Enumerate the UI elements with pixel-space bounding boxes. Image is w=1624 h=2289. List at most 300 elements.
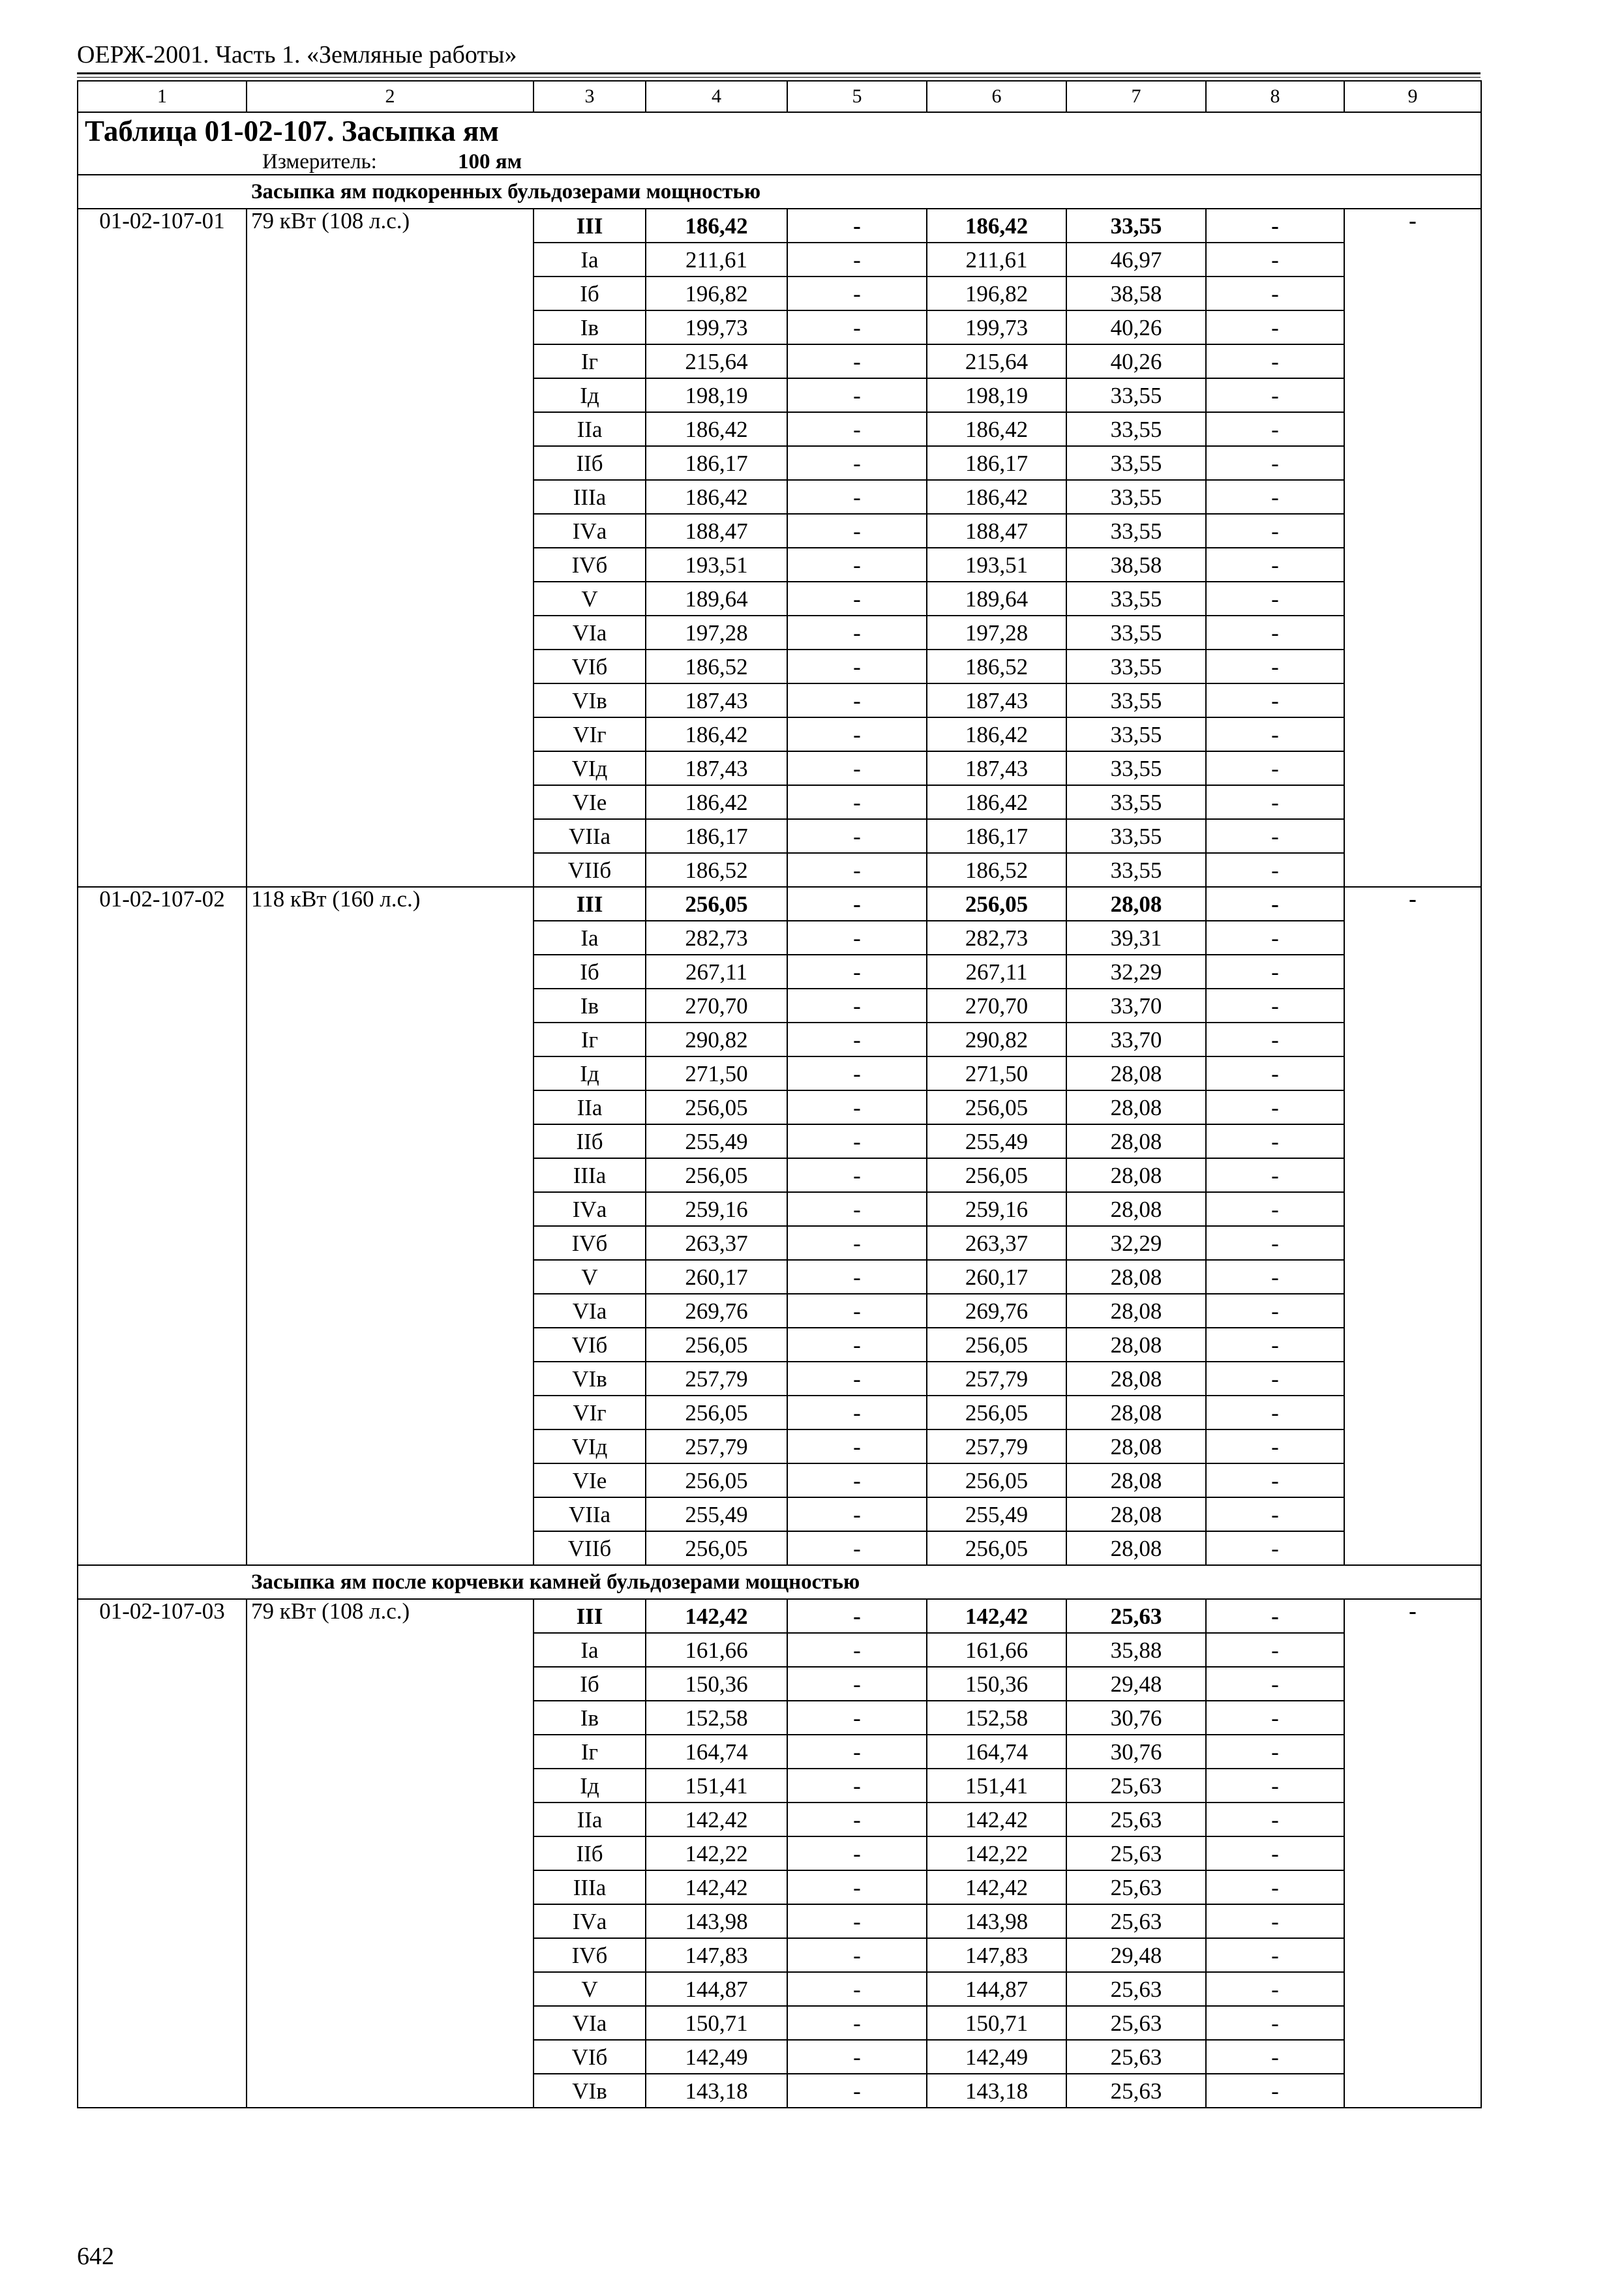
total-cost: 188,47 [646,514,787,548]
machinist-wage: 33,55 [1066,582,1206,616]
material-cost: - [1206,1735,1344,1769]
total-cost: 259,16 [646,1192,787,1226]
column-number: 5 [787,81,927,112]
machine-cost: 256,05 [927,1463,1066,1497]
total-cost: 270,70 [646,989,787,1023]
machine-cost: 147,83 [927,1938,1066,1972]
machinist-wage: 28,08 [1066,1497,1206,1531]
total-cost: 144,87 [646,1972,787,2006]
machine-cost: 290,82 [927,1023,1066,1056]
wage-cost: - [787,209,927,243]
machinist-wage: 25,63 [1066,2006,1206,2040]
machinist-wage: 33,55 [1066,514,1206,548]
total-cost: 142,22 [646,1836,787,1870]
material-cost: - [1206,1531,1344,1565]
wage-cost: - [787,1599,927,1633]
material-cost: - [1206,480,1344,514]
soil-group: Iг [534,1023,646,1056]
soil-group: VIд [534,1429,646,1463]
soil-group: V [534,1972,646,2006]
machinist-wage: 38,58 [1066,548,1206,582]
wage-cost: - [787,548,927,582]
machinist-wage: 33,55 [1066,785,1206,819]
total-cost: 142,49 [646,2040,787,2074]
soil-group: VIе [534,785,646,819]
material-cost: - [1206,1633,1344,1667]
total-cost: 164,74 [646,1735,787,1769]
wage-cost: - [787,1158,927,1192]
rate-description: 79 кВт (108 л.с.) [247,1599,534,2108]
machinist-wage: 25,63 [1066,1836,1206,1870]
material-cost: - [1206,616,1344,650]
machine-cost: 215,64 [927,344,1066,378]
total-cost: 263,37 [646,1226,787,1260]
soil-group: IIб [534,1836,646,1870]
soil-group: Iб [534,1667,646,1701]
wage-cost: - [787,1904,927,1938]
meter-label: Измеритель: [262,149,377,173]
machinist-wage: 33,55 [1066,683,1206,717]
machine-cost: 187,43 [927,683,1066,717]
machine-cost: 144,87 [927,1972,1066,2006]
total-cost: 211,61 [646,243,787,277]
material-cost: - [1206,1972,1344,2006]
wage-cost: - [787,1972,927,2006]
column-number: 3 [534,81,646,112]
machinist-wage: 33,55 [1066,616,1206,650]
soil-group: Iа [534,243,646,277]
wage-cost: - [787,2074,927,2108]
soil-group: VIв [534,2074,646,2108]
machinist-wage: 25,63 [1066,1972,1206,2006]
labor-cost: - [1344,1599,1481,2108]
material-cost: - [1206,1769,1344,1803]
material-cost: - [1206,1803,1344,1836]
soil-group: VIг [534,1396,646,1429]
machinist-wage: 30,76 [1066,1701,1206,1735]
machine-cost: 186,42 [927,209,1066,243]
wage-cost: - [787,2006,927,2040]
machinist-wage: 25,63 [1066,1904,1206,1938]
material-cost: - [1206,582,1344,616]
wage-cost: - [787,446,927,480]
total-cost: 186,52 [646,650,787,683]
total-cost: 197,28 [646,616,787,650]
machine-cost: 255,49 [927,1124,1066,1158]
material-cost: - [1206,1192,1344,1226]
material-cost: - [1206,548,1344,582]
machine-cost: 186,42 [927,717,1066,751]
machine-cost: 189,64 [927,582,1066,616]
machinist-wage: 28,08 [1066,1090,1206,1124]
wage-cost: - [787,514,927,548]
material-cost: - [1206,683,1344,717]
total-cost: 150,71 [646,2006,787,2040]
soil-group: Iг [534,344,646,378]
material-cost: - [1206,209,1344,243]
machinist-wage: 40,26 [1066,344,1206,378]
machine-cost: 257,79 [927,1362,1066,1396]
machine-cost: 199,73 [927,310,1066,344]
machine-cost: 187,43 [927,751,1066,785]
machinist-wage: 29,48 [1066,1667,1206,1701]
soil-group: IIа [534,1090,646,1124]
machinist-wage: 33,55 [1066,853,1206,887]
soil-group: IIа [534,412,646,446]
machinist-wage: 25,63 [1066,1599,1206,1633]
machinist-wage: 28,08 [1066,1056,1206,1090]
machine-cost: 257,79 [927,1429,1066,1463]
soil-group: VIIб [534,1531,646,1565]
material-cost: - [1206,243,1344,277]
rate-code: 01-02-107-01 [78,209,247,887]
wage-cost: - [787,1633,927,1667]
total-cost: 260,17 [646,1260,787,1294]
machine-cost: 186,17 [927,446,1066,480]
material-cost: - [1206,1090,1344,1124]
machine-cost: 186,42 [927,480,1066,514]
machinist-wage: 28,08 [1066,1294,1206,1328]
material-cost: - [1206,717,1344,751]
machine-cost: 142,42 [927,1803,1066,1836]
material-cost: - [1206,1701,1344,1735]
machine-cost: 259,16 [927,1192,1066,1226]
wage-cost: - [787,751,927,785]
soil-group: VIа [534,1294,646,1328]
total-cost: 186,42 [646,209,787,243]
material-cost: - [1206,1497,1344,1531]
material-cost: - [1206,1260,1344,1294]
total-cost: 269,76 [646,1294,787,1328]
machine-cost: 256,05 [927,1531,1066,1565]
machine-cost: 267,11 [927,955,1066,989]
machine-cost: 256,05 [927,1158,1066,1192]
wage-cost: - [787,1192,927,1226]
wage-cost: - [787,1531,927,1565]
table-row [78,1599,1481,1633]
material-cost: - [1206,853,1344,887]
wage-cost: - [787,1328,927,1362]
material-cost: - [1206,2006,1344,2040]
soil-group: Iб [534,277,646,310]
header-rule [77,72,1481,74]
material-cost: - [1206,785,1344,819]
soil-group: VIа [534,616,646,650]
machinist-wage: 32,29 [1066,1226,1206,1260]
machinist-wage: 28,08 [1066,1328,1206,1362]
wage-cost: - [787,378,927,412]
page-number: 642 [77,2243,114,2270]
machine-cost: 150,71 [927,2006,1066,2040]
machine-cost: 186,42 [927,412,1066,446]
wage-cost: - [787,1056,927,1090]
soil-group: Iа [534,921,646,955]
machine-cost: 142,22 [927,1836,1066,1870]
meter-value: 100 ям [458,149,522,173]
wage-cost: - [787,1294,927,1328]
total-cost: 143,18 [646,2074,787,2108]
wage-cost: - [787,1463,927,1497]
soil-group: Iв [534,989,646,1023]
soil-group: IVб [534,548,646,582]
machine-cost: 256,05 [927,1396,1066,1429]
section-title: Засыпка ям подкоренных бульдозерами мощностью [78,175,1481,209]
soil-group: IVб [534,1226,646,1260]
total-cost: 186,17 [646,446,787,480]
machinist-wage: 28,08 [1066,1192,1206,1226]
wage-cost: - [787,1396,927,1429]
wage-cost: - [787,717,927,751]
total-cost: 152,58 [646,1701,787,1735]
soil-group: IIб [534,446,646,480]
machinist-wage: 28,08 [1066,887,1206,921]
wage-cost: - [787,1701,927,1735]
total-cost: 255,49 [646,1124,787,1158]
soil-group: Iд [534,1769,646,1803]
soil-group: III [534,887,646,921]
column-number: 1 [78,81,247,112]
wage-cost: - [787,277,927,310]
material-cost: - [1206,921,1344,955]
machinist-wage: 28,08 [1066,1429,1206,1463]
machinist-wage: 29,48 [1066,1938,1206,1972]
machinist-wage: 33,55 [1066,819,1206,853]
soil-group: IIIа [534,1870,646,1904]
material-cost: - [1206,412,1344,446]
machine-cost: 263,37 [927,1226,1066,1260]
rate-code: 01-02-107-02 [78,887,247,1565]
soil-group: VIб [534,2040,646,2074]
machinist-wage: 33,55 [1066,446,1206,480]
material-cost: - [1206,887,1344,921]
machinist-wage: 33,55 [1066,751,1206,785]
machinist-wage: 33,70 [1066,989,1206,1023]
soil-group: Iд [534,1056,646,1090]
total-cost: 142,42 [646,1599,787,1633]
wage-cost: - [787,1124,927,1158]
table-title: Таблица 01-02-107. Засыпка ям [78,112,1481,149]
machine-cost: 256,05 [927,887,1066,921]
machinist-wage: 33,55 [1066,717,1206,751]
material-cost: - [1206,446,1344,480]
machinist-wage: 28,08 [1066,1158,1206,1192]
machinist-wage: 28,08 [1066,1463,1206,1497]
rates-table [77,80,1482,2108]
soil-group: IVа [534,1904,646,1938]
rate-code: 01-02-107-03 [78,1599,247,2108]
total-cost: 196,82 [646,277,787,310]
material-cost: - [1206,1396,1344,1429]
rate-description: 118 кВт (160 л.с.) [247,887,534,1565]
machinist-wage: 25,63 [1066,2040,1206,2074]
machinist-wage: 33,55 [1066,412,1206,446]
machine-cost: 150,36 [927,1667,1066,1701]
total-cost: 267,11 [646,955,787,989]
soil-group: VIIа [534,819,646,853]
material-cost: - [1206,1124,1344,1158]
machine-cost: 143,98 [927,1904,1066,1938]
table-title-row [78,112,1481,149]
total-cost: 256,05 [646,1158,787,1192]
wage-cost: - [787,1260,927,1294]
wage-cost: - [787,1836,927,1870]
soil-group: VIг [534,717,646,751]
machinist-wage: 33,70 [1066,1023,1206,1056]
machinist-wage: 25,63 [1066,1803,1206,1836]
total-cost: 186,42 [646,412,787,446]
soil-group: IIIа [534,1158,646,1192]
machine-cost: 186,52 [927,650,1066,683]
soil-group: Iд [534,378,646,412]
section-row [78,175,1481,209]
machinist-wage: 33,55 [1066,480,1206,514]
machine-cost: 197,28 [927,616,1066,650]
column-number: 6 [927,81,1066,112]
meter-cell [78,149,1481,175]
machinist-wage: 25,63 [1066,1769,1206,1803]
wage-cost: - [787,1769,927,1803]
wage-cost: - [787,2040,927,2074]
wage-cost: - [787,616,927,650]
wage-cost: - [787,650,927,683]
material-cost: - [1206,955,1344,989]
soil-group: VIа [534,2006,646,2040]
machine-cost: 198,19 [927,378,1066,412]
wage-cost: - [787,480,927,514]
material-cost: - [1206,1429,1344,1463]
machinist-wage: 28,08 [1066,1396,1206,1429]
total-cost: 186,42 [646,785,787,819]
wage-cost: - [787,1667,927,1701]
wage-cost: - [787,243,927,277]
material-cost: - [1206,1328,1344,1362]
wage-cost: - [787,683,927,717]
soil-group: V [534,582,646,616]
total-cost: 150,36 [646,1667,787,1701]
machine-cost: 255,49 [927,1497,1066,1531]
machine-cost: 211,61 [927,243,1066,277]
wage-cost: - [787,310,927,344]
soil-group: IIа [534,1803,646,1836]
machine-cost: 188,47 [927,514,1066,548]
machine-cost: 142,49 [927,2040,1066,2074]
wage-cost: - [787,1938,927,1972]
wage-cost: - [787,1429,927,1463]
wage-cost: - [787,412,927,446]
machine-cost: 152,58 [927,1701,1066,1735]
soil-group: Iб [534,955,646,989]
machine-cost: 161,66 [927,1633,1066,1667]
machinist-wage: 35,88 [1066,1633,1206,1667]
wage-cost: - [787,582,927,616]
total-cost: 215,64 [646,344,787,378]
machine-cost: 256,05 [927,1090,1066,1124]
column-number: 2 [247,81,534,112]
total-cost: 186,17 [646,819,787,853]
machine-cost: 196,82 [927,277,1066,310]
total-cost: 143,98 [646,1904,787,1938]
column-number: 9 [1344,81,1481,112]
machinist-wage: 40,26 [1066,310,1206,344]
machine-cost: 142,42 [927,1870,1066,1904]
material-cost: - [1206,1463,1344,1497]
machinist-wage: 32,29 [1066,955,1206,989]
material-cost: - [1206,1226,1344,1260]
total-cost: 255,49 [646,1497,787,1531]
wage-cost: - [787,1362,927,1396]
material-cost: - [1206,277,1344,310]
soil-group: IVа [534,514,646,548]
column-number-row [78,81,1481,112]
labor-cost: - [1344,209,1481,887]
material-cost: - [1206,1667,1344,1701]
wage-cost: - [787,1023,927,1056]
material-cost: - [1206,1938,1344,1972]
total-cost: 186,52 [646,853,787,887]
total-cost: 256,05 [646,1463,787,1497]
machine-cost: 186,52 [927,853,1066,887]
total-cost: 256,05 [646,1328,787,1362]
running-header: ОЕРЖ-2001. Часть 1. «Земляные работы» [77,41,517,68]
machinist-wage: 30,76 [1066,1735,1206,1769]
soil-group: VIд [534,751,646,785]
machine-cost: 271,50 [927,1056,1066,1090]
total-cost: 257,79 [646,1429,787,1463]
material-cost: - [1206,1362,1344,1396]
total-cost: 193,51 [646,548,787,582]
wage-cost: - [787,819,927,853]
column-number: 8 [1206,81,1344,112]
machine-cost: 260,17 [927,1260,1066,1294]
wage-cost: - [787,989,927,1023]
soil-group: Iа [534,1633,646,1667]
machinist-wage: 33,55 [1066,209,1206,243]
soil-group: IVб [534,1938,646,1972]
material-cost: - [1206,751,1344,785]
machine-cost: 282,73 [927,921,1066,955]
total-cost: 271,50 [646,1056,787,1090]
section-row [78,1565,1481,1599]
wage-cost: - [787,1803,927,1836]
soil-group: Iв [534,310,646,344]
total-cost: 187,43 [646,751,787,785]
machinist-wage: 33,55 [1066,650,1206,683]
total-cost: 256,05 [646,1090,787,1124]
wage-cost: - [787,1735,927,1769]
wage-cost: - [787,1497,927,1531]
meter-row [78,149,1481,175]
material-cost: - [1206,1023,1344,1056]
machinist-wage: 25,63 [1066,2074,1206,2108]
total-cost: 186,42 [646,480,787,514]
soil-group: VIб [534,1328,646,1362]
wage-cost: - [787,921,927,955]
soil-group: IVа [534,1192,646,1226]
material-cost: - [1206,514,1344,548]
wage-cost: - [787,785,927,819]
section-title: Засыпка ям после корчевки камней бульдозерами мощностью [78,1565,1481,1599]
material-cost: - [1206,344,1344,378]
wage-cost: - [787,1870,927,1904]
soil-group: Iг [534,1735,646,1769]
soil-group: VIб [534,650,646,683]
total-cost: 161,66 [646,1633,787,1667]
material-cost: - [1206,819,1344,853]
labor-cost: - [1344,887,1481,1565]
rate-description: 79 кВт (108 л.с.) [247,209,534,887]
soil-group: VIIб [534,853,646,887]
total-cost: 198,19 [646,378,787,412]
